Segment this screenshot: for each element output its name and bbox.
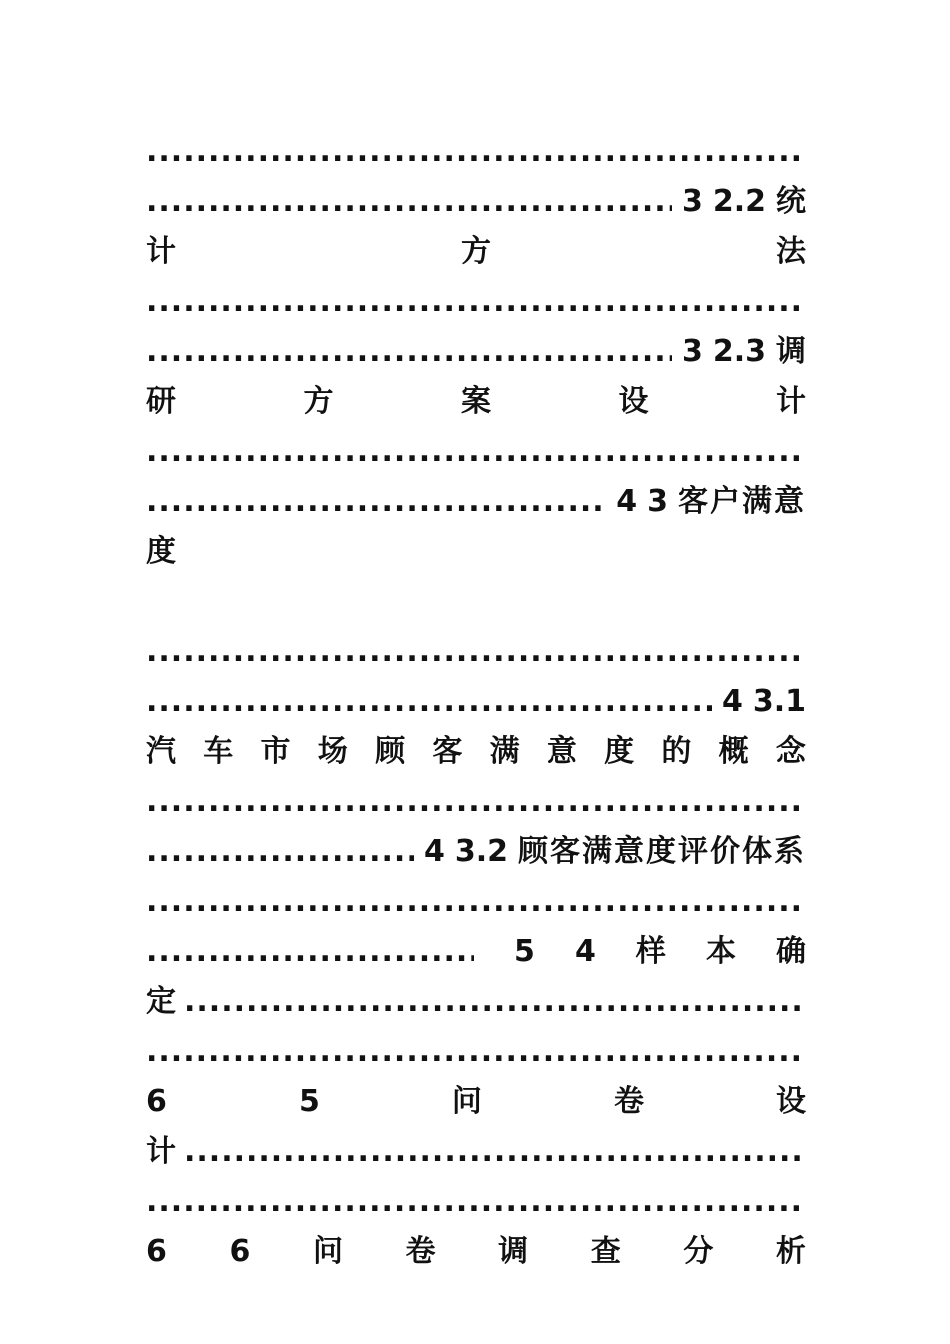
toc-entry-5-title [146, 1127, 806, 1177]
toc-leader-line [146, 277, 806, 327]
title-char: 方 [461, 234, 491, 269]
dot-leader [146, 827, 414, 877]
toc-entry-3[interactable] [146, 477, 806, 527]
title-char: 分 [683, 1234, 714, 1269]
title-char: 析 [775, 1234, 806, 1269]
title-char: 计 [146, 234, 176, 269]
toc-leader-line [146, 1177, 806, 1227]
section-number: 6 [229, 1234, 251, 1269]
title-char: 研 [146, 384, 176, 419]
title-char: 市 [260, 734, 291, 769]
dot-leader [146, 127, 806, 177]
page-number: 3 [681, 184, 703, 219]
toc-leader-line [146, 777, 806, 827]
title-char: 确 [776, 934, 806, 969]
dot-leader [146, 1027, 806, 1077]
section-number: 3 [647, 484, 668, 519]
title-char: 方 [303, 384, 334, 419]
dot-leader [146, 627, 806, 677]
section-title: 统 [776, 184, 806, 219]
dot-leader [184, 1127, 806, 1177]
title-char: 意 [546, 734, 577, 769]
dot-leader [146, 927, 474, 977]
toc-entry-4[interactable] [146, 927, 806, 977]
section-number: 5 [298, 1084, 320, 1119]
dot-leader [146, 427, 806, 477]
title-char: 卷 [405, 1234, 436, 1269]
toc-entry-2-2[interactable] [146, 177, 806, 227]
toc-entry-4-title [146, 977, 806, 1027]
title-char: 度 [604, 734, 635, 769]
title-char: 计 [146, 1134, 176, 1169]
section-number: 4 [574, 934, 596, 969]
dot-leader [146, 327, 672, 377]
title-char: 顾 [375, 734, 406, 769]
dot-leader [146, 177, 672, 227]
toc-leader-line [146, 127, 806, 177]
section-title: 顾客满意度评价体系 [518, 834, 806, 869]
toc-entry-3-1[interactable] [146, 677, 806, 727]
title-char: 问 [312, 1234, 343, 1269]
title-char: 卷 [613, 1084, 644, 1119]
title-char: 案 [461, 384, 491, 419]
page-number: 4 [423, 834, 445, 869]
page-number: 6 [146, 1234, 167, 1269]
toc-leader-line [146, 1027, 806, 1077]
title-char: 问 [451, 1084, 482, 1119]
dot-leader [146, 777, 806, 827]
title-char: 设 [776, 1084, 806, 1119]
title-char: 法 [776, 234, 806, 269]
title-char: 概 [718, 734, 749, 769]
page-number: 3 [681, 334, 703, 369]
toc-entry-3-2[interactable] [146, 827, 806, 877]
title-char: 本 [705, 934, 736, 969]
title-char: 的 [661, 734, 692, 769]
toc-entry-2-2-title [146, 227, 806, 277]
title-char: 汽 [146, 734, 176, 769]
toc-leader-line [146, 877, 806, 927]
section-number: 2.2 [712, 184, 766, 219]
section-number: 3.1 [752, 684, 806, 719]
toc-leader-line [146, 627, 806, 677]
dot-leader [184, 977, 806, 1027]
title-char: 车 [203, 734, 234, 769]
toc-entry-6[interactable] [146, 1227, 806, 1277]
dot-leader [146, 277, 806, 327]
page-number: 6 [146, 1084, 167, 1119]
toc-entry-2-3-title [146, 377, 806, 427]
title-char: 念 [775, 734, 806, 769]
title-char: 定 [146, 984, 176, 1019]
page-number: 5 [514, 934, 535, 969]
section-title: 客户满意 [678, 484, 806, 519]
table-of-contents [146, 127, 806, 1277]
title-char: 样 [635, 934, 666, 969]
title-char: 计 [776, 384, 806, 419]
dot-leader [146, 677, 712, 727]
title-char: 场 [317, 734, 348, 769]
title-char: 设 [618, 384, 649, 419]
page-number: 4 [616, 484, 638, 519]
toc-leader-line [146, 427, 806, 477]
toc-entry-2-3[interactable] [146, 327, 806, 377]
dot-leader [146, 477, 606, 527]
dot-leader [146, 1177, 806, 1227]
toc-entry-5[interactable] [146, 1077, 806, 1127]
title-char: 满 [489, 734, 520, 769]
toc-entry-4-parts [474, 927, 806, 977]
section-title: 调 [776, 334, 806, 369]
title-char: 客 [432, 734, 463, 769]
title-char: 调 [498, 1234, 529, 1269]
title-char: 度 [146, 534, 176, 569]
page-number: 4 [721, 684, 743, 719]
toc-entry-3-title [146, 527, 806, 577]
title-char: 查 [590, 1234, 621, 1269]
toc-entry-3-1-title [146, 727, 806, 777]
section-number: 3.2 [454, 834, 508, 869]
blank-line [146, 577, 806, 627]
dot-leader [146, 877, 806, 927]
section-number: 2.3 [712, 334, 766, 369]
